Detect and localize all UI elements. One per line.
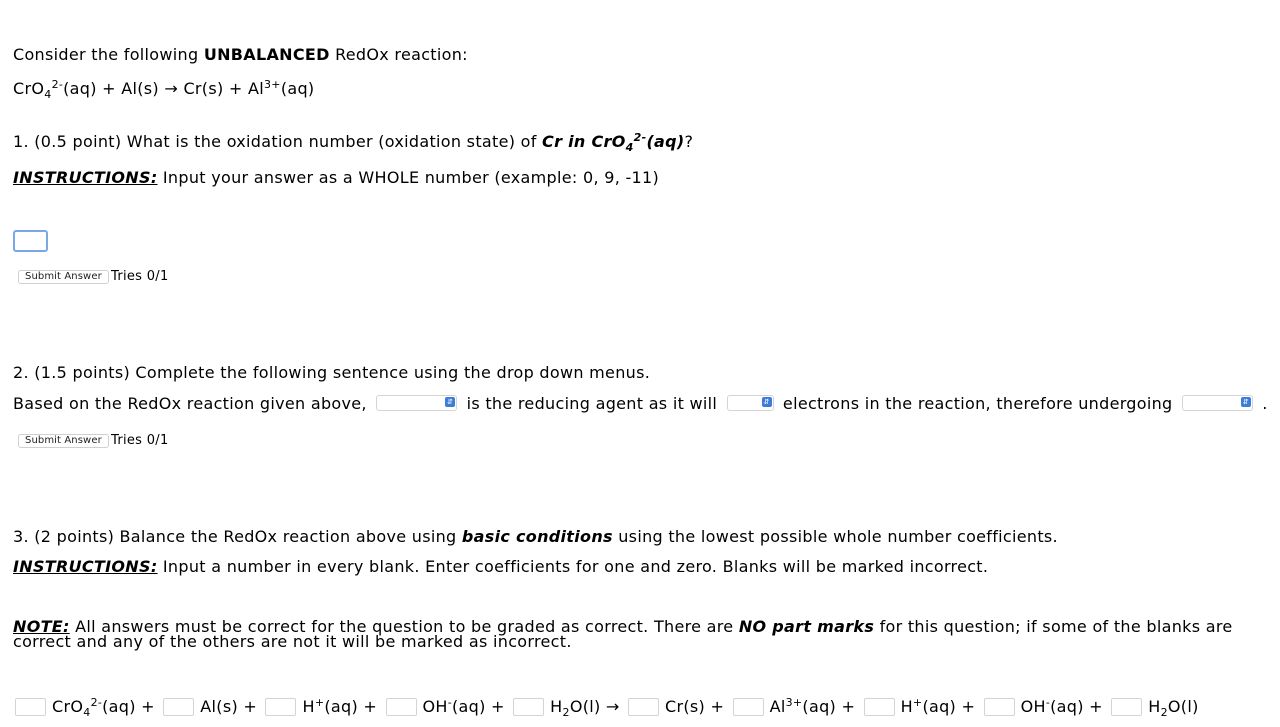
coef-oh-left-input[interactable] — [386, 698, 417, 716]
eq-cro-sub: 4 — [83, 706, 91, 719]
q3-emphasis: basic conditions — [461, 527, 613, 546]
q1-em-sup: 2- — [633, 131, 647, 144]
eq-oh1-after: (aq) + — [452, 697, 505, 716]
eq-h2o1: H — [550, 697, 563, 716]
q2-sentence-part3: electrons in the reaction, therefore undergoing — [777, 394, 1178, 413]
q3-pre: 3. (2 points) Balance the RedOx reaction above using — [13, 527, 462, 546]
eq-oh1-sup: - — [447, 696, 453, 709]
eq-h1-after: (aq) + — [324, 697, 378, 716]
eq-h2-after: (aq) + — [922, 697, 976, 716]
q3-note — [13, 619, 1258, 649]
q3-note-part2: for this question; if some of the blanks are correct and any of the others are not it will be marked as incorrect. — [13, 617, 1233, 651]
q3-instructions-label: INSTRUCTIONS: — [13, 557, 158, 576]
intro-suffix: RedOx reaction: — [329, 45, 468, 64]
q3-note-label: NOTE: — [13, 617, 70, 636]
eq-cr: Cr(s) + — [665, 697, 725, 716]
reaction-sub: 4 — [44, 88, 52, 101]
q2-process-select[interactable] — [1182, 395, 1253, 411]
eq-al: Al(s) + — [200, 697, 258, 716]
reaction-cro: CrO — [13, 79, 45, 98]
q2-question: 2. (1.5 points) Complete the following sentence using the drop down menus. — [13, 363, 651, 382]
coef-al-input[interactable] — [163, 698, 194, 716]
q3-post: using the lowest possible whole number coefficients. — [612, 527, 1058, 546]
eq-h2o1-sub: 2 — [562, 706, 570, 719]
q1-submit-button[interactable]: Submit Answer — [18, 270, 109, 284]
eq-h2-sup: + — [912, 696, 923, 709]
coef-cro4-input[interactable] — [15, 698, 46, 716]
intro-prefix: Consider the following — [13, 45, 204, 64]
reaction-middle: (aq) + Al(s) → Cr(s) + Al — [63, 79, 264, 98]
eq-al3: Al — [769, 697, 786, 716]
eq-h2o2: H — [1148, 697, 1161, 716]
select-arrows-icon: ⇵ — [1242, 398, 1249, 406]
coef-h2o-left-input[interactable] — [513, 698, 544, 716]
q1-instructions-text: Input your answer as a WHOLE number (example: 0, 9, -11) — [157, 168, 660, 187]
q3-instructions-text: Input a number in every blank. Enter coefficients for one and zero. Blanks will be marked incorrect. — [157, 557, 989, 576]
eq-cro-after: (aq) + — [102, 697, 155, 716]
reaction-sup-al: 3+ — [264, 78, 281, 91]
q2-sentence — [13, 394, 1268, 414]
q2-sentence-part2: is the reducing agent as it will — [461, 394, 723, 413]
q1-question — [13, 132, 693, 152]
eq-h2: H — [900, 697, 913, 716]
reaction-sup: 2- — [51, 78, 64, 91]
intro-bold: UNBALANCED — [203, 45, 330, 64]
eq-oh2: OH — [1020, 697, 1046, 716]
coef-h-right-input[interactable] — [864, 698, 895, 716]
eq-h2o1-after: O(l) → — [569, 697, 620, 716]
q2-sentence-end: . — [1256, 394, 1268, 413]
q2-electron-action-select[interactable] — [727, 395, 774, 411]
q2-submit-button[interactable]: Submit Answer — [18, 434, 109, 448]
coef-h2o-right-input[interactable] — [1111, 698, 1142, 716]
q1-instructions — [13, 168, 659, 188]
eq-h2o2-sub: 2 — [1160, 706, 1168, 719]
reaction-end: (aq) — [280, 79, 315, 98]
q1-answer-input[interactable] — [13, 230, 48, 252]
q1-em2: (aq) — [646, 132, 685, 151]
q3-instructions — [13, 557, 988, 577]
select-arrows-icon: ⇵ — [447, 398, 454, 406]
eq-al3-after: (aq) + — [802, 697, 856, 716]
eq-cro-sup: 2- — [90, 696, 103, 709]
eq-oh2-sup: - — [1045, 696, 1051, 709]
eq-h1: H — [302, 697, 315, 716]
q1-end: ? — [684, 132, 694, 151]
intro-text — [13, 45, 468, 65]
eq-oh1: OH — [422, 697, 448, 716]
eq-oh2-after: (aq) + — [1050, 697, 1103, 716]
q3-note-part1: All answers must be correct for the question to be graded as correct. There are — [69, 617, 739, 636]
select-arrows-icon: ⇵ — [763, 398, 770, 406]
q1-text: 1. (0.5 point) What is the oxidation number (oxidation state) of — [13, 132, 543, 151]
q2-reducing-agent-select[interactable] — [376, 395, 457, 411]
q1-instructions-label: INSTRUCTIONS: — [13, 168, 158, 187]
q3-balance-equation — [15, 697, 1199, 717]
coef-h-left-input[interactable] — [265, 698, 296, 716]
q1-em1: Cr in CrO — [542, 132, 626, 151]
q2-tries: Tries 0/1 — [111, 433, 169, 448]
q1-emphasis — [542, 131, 685, 154]
eq-cro: CrO — [52, 697, 84, 716]
eq-al3-sup: 3+ — [785, 696, 803, 709]
eq-h1-sup: + — [314, 696, 325, 709]
q1-em-sub: 4 — [625, 141, 634, 154]
q2-sentence-part1: Based on the RedOx reaction given above, — [13, 394, 373, 413]
coef-al3-input[interactable] — [733, 698, 764, 716]
eq-h2o2-after: O(l) — [1167, 697, 1199, 716]
q3-note-emphasis: NO part marks — [738, 617, 875, 636]
coef-oh-right-input[interactable] — [984, 698, 1015, 716]
q3-question — [13, 527, 1058, 547]
coef-cr-input[interactable] — [628, 698, 659, 716]
reaction-equation — [13, 79, 314, 99]
q1-tries: Tries 0/1 — [111, 269, 169, 284]
